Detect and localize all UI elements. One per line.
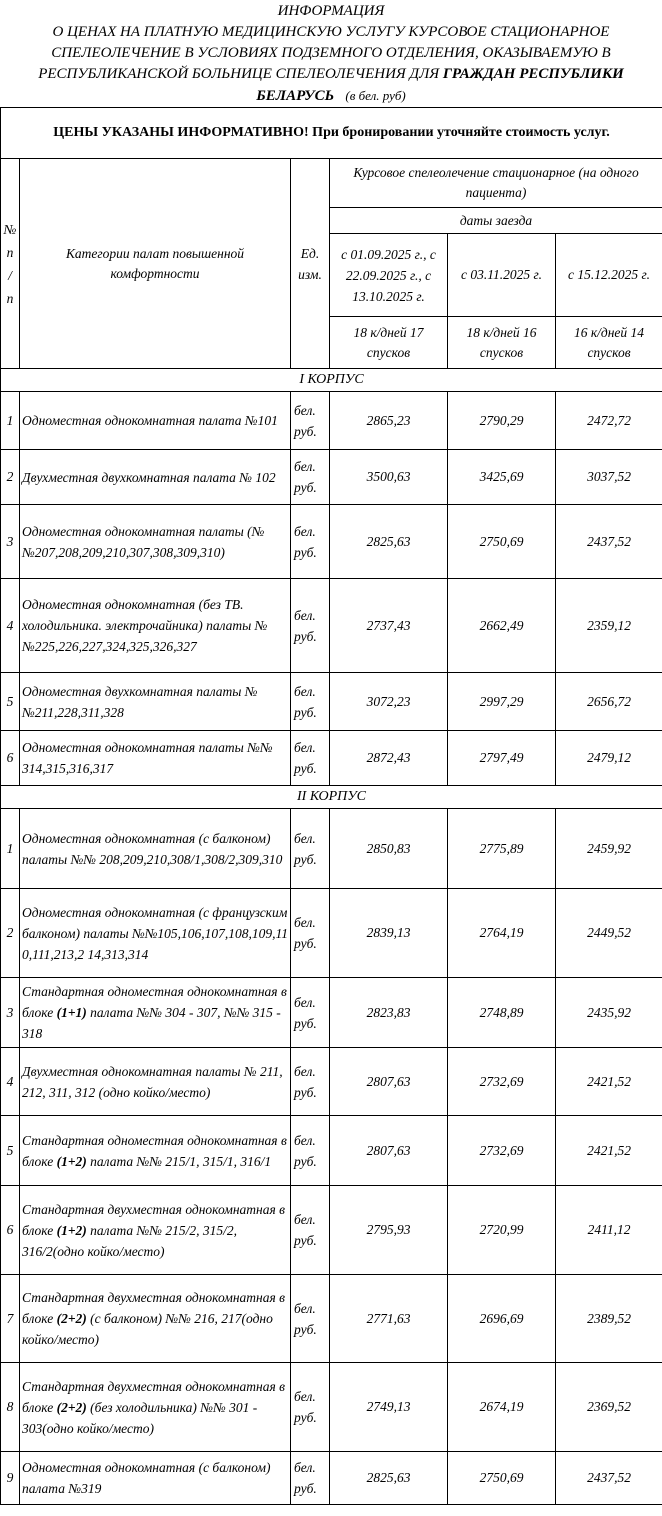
- header-num: № п / п: [1, 159, 20, 369]
- title-line-1: ИНФОРМАЦИЯ: [277, 3, 385, 19]
- header-days-2: 18 к/дней 16 спусков: [448, 317, 556, 369]
- header-date-1: с 01.09.2025 г., с 22.09.2025 г., с 13.10.2025 г.: [330, 234, 448, 317]
- title-line-4: РЕСПУБЛИКАНСКОЙ БОЛЬНИЦЕ СПЕЛЕОЛЕЧЕНИЯ ДЛЯ ГРАЖДАН РЕСПУБЛИКИ: [38, 66, 624, 82]
- table-row: 1 Одноместная однокомнатная палата №101 бел. руб. 2865,23 2790,29 2472,72: [1, 392, 662, 450]
- table-row: 6 Стандартная двухместная однокомнатная в блоке (1+2) палата №№ 215/2, 315/2, 316/2(одно койко/место) бел. руб. 2795,93 2720,99 2411,12: [1, 1186, 662, 1275]
- header-days-1: 18 к/дней 17 спусков: [330, 317, 448, 369]
- table-row: 3 Стандартная одноместная однокомнатная в блоке (1+1) палата №№ 304 - 307, №№ 315 - 318 бел. руб. 2823,83 2748,89 2435,92: [1, 978, 662, 1048]
- table-row: 5 Одноместная двухкомнатная палаты №№211,228,311,328 бел. руб. 3072,23 2997,29 2656,72: [1, 673, 662, 731]
- table-row: 4 Одноместная однокомнатная (без ТВ. холодильника. электрочайника) палаты №№225,226,227,324,325,326,327 бел. руб. 2737,43 2662,49 2359,12: [1, 579, 662, 673]
- header-date-2: с 03.11.2025 г.: [448, 234, 556, 317]
- header-date-3: с 15.12.2025 г.: [556, 234, 662, 317]
- table-row: 1 Одноместная однокомнатная (с балконом) палаты №№ 208,209,210,308/1,308/2,309,310 бел. руб. 2850,83 2775,89 2459,92: [1, 809, 662, 889]
- table-row: 5 Стандартная одноместная однокомнатная в блоке (1+2) палата №№ 215/1, 315/1, 316/1 бел. руб. 2807,63 2732,69 2421,52: [1, 1116, 662, 1186]
- table-row: 9 Одноместная однокомнатная (с балконом) палата №319 бел. руб. 2825,63 2750,69 2437,52: [1, 1452, 662, 1505]
- header-days-3: 16 к/дней 14 спусков: [556, 317, 662, 369]
- title-line-3: СПЕЛЕОЛЕЧЕНИЕ В УСЛОВИЯХ ПОДЗЕМНОГО ОТДЕЛЕНИЯ, ОКАЗЫВАЕМУЮ В: [51, 45, 611, 61]
- section-korpus-2: II КОРПУС: [1, 786, 662, 809]
- table-row: 3 Одноместная однокомнатная палаты (№№207,208,209,210,307,308,309,310) бел. руб. 2825,63 2750,69 2437,52: [1, 505, 662, 579]
- table-row: 7 Стандартная двухместная однокомнатная в блоке (2+2) (с балконом) №№ 216, 217(одно койко/место) бел. руб. 2771,63 2696,69 2389,52: [1, 1275, 662, 1363]
- header-course: Курсовое спелеолечение стационарное (на одного пациента): [330, 159, 662, 208]
- header-unit: Ед. изм.: [291, 159, 330, 369]
- table-row: 4 Двухместная однокомнатная палаты № 211, 212, 311, 312 (одно койко/место) бел. руб. 2807,63 2732,69 2421,52: [1, 1048, 662, 1116]
- price-table: [0, 107, 662, 1505]
- table-row: 8 Стандартная двухместная однокомнатная в блоке (2+2) (без холодильника) №№ 301 - 303(одно койко/место) бел. руб. 2749,13 2674,19 2369,52: [1, 1363, 662, 1452]
- table-row: 2 Двухместная двухкомнатная палата № 102 бел. руб. 3500,63 3425,69 3037,52: [1, 450, 662, 505]
- section-korpus-1: I КОРПУС: [1, 369, 662, 392]
- header-dates-label: даты заезда: [330, 208, 662, 234]
- header-category: Категории палат повышенной комфортности: [20, 159, 291, 369]
- notice-banner: ЦЕНЫ УКАЗАНЫ ИНФОРМАТИВНО! При бронировании уточняйте стоимость услуг.: [1, 108, 662, 159]
- title-line-5: БЕЛАРУСЬ (в бел. руб): [256, 88, 406, 104]
- table-row: 6 Одноместная однокомнатная палаты №№ 314,315,316,317 бел. руб. 2872,43 2797,49 2479,12: [1, 731, 662, 786]
- table-row: 2 Одноместная однокомнатная (с французским балконом) палаты №№105,106,107,108,109,110,111,213,2 14,313,314 бел. руб. 2839,13 2764,19 2449,52: [1, 889, 662, 978]
- document-title: [0, 0, 662, 107]
- title-line-2: О ЦЕНАХ НА ПЛАТНУЮ МЕДИЦИНСКУЮ УСЛУГУ КУРСОВОЕ СТАЦИОНАРНОЕ: [52, 24, 610, 40]
